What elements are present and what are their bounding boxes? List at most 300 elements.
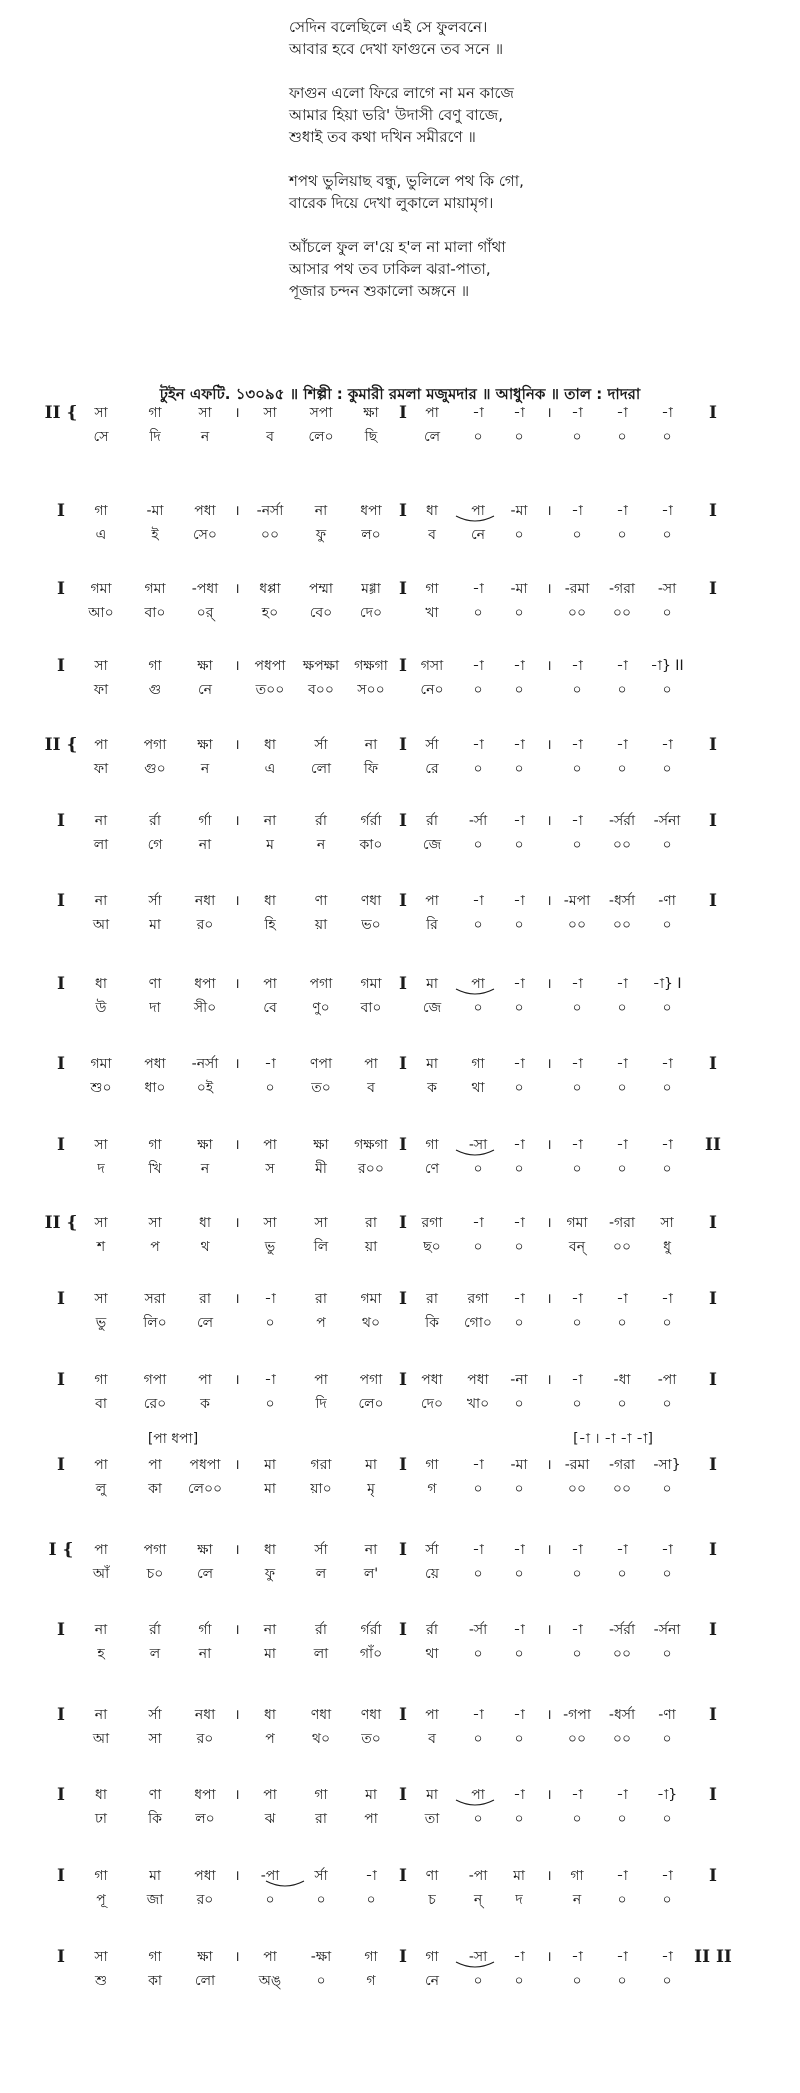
lyric-syllable: হ০ [261,605,279,621]
lyric-syllable: গে [147,837,163,853]
swara-note: গমা [360,1291,382,1307]
lyric-syllable-line [0,1236,800,1258]
lyric-syllable-line [0,524,800,546]
lyric-syllable: থ০ [311,1731,331,1747]
swara-note: গক্ষগা [354,658,388,674]
swara-note: ণা [314,893,328,909]
lyric-syllable: লে [196,1315,214,1331]
swara-note: -া [661,405,673,421]
measure-bar: I [399,1054,407,1074]
measure-bar: I [57,1947,65,1967]
lyric-syllable-line [0,1970,800,1992]
lyric-syllable: খি [148,1161,162,1177]
lyric-syllable: ০০ [260,527,280,543]
swara-note: মা [426,1787,438,1803]
swara-note: পা [471,503,485,519]
lyric-syllable: ০ [572,1161,582,1177]
lyric-syllable: ০ [617,527,627,543]
swara-note: -া [513,976,525,992]
swara-note: পা [471,1787,485,1803]
lyric-syllable-line [0,1643,800,1665]
swara-note: গা [570,1868,584,1884]
measure-bar: I [399,1866,407,1886]
beat-divider: । [546,658,552,674]
lyric-syllable: ০ [617,1161,627,1177]
swara-note: না [364,737,378,753]
swara-note: -র্সা [468,813,488,829]
lyric-syllable: ০ই [196,1080,214,1096]
lyric-syllable: নে০ [420,682,444,698]
lyric-syllable: হ [97,1646,105,1662]
lyric-syllable: রা [315,1811,327,1827]
swara-line [0,890,800,912]
swara-note: নধা [194,893,216,909]
lyric-syllable: চ [428,1892,436,1908]
swara-line [0,973,800,995]
swara-note: -ধা [613,1372,631,1388]
lyric-syllable: প [265,1731,275,1747]
swara-note: মা [426,1056,438,1072]
swara-note: -া} II [650,658,684,674]
lyric-syllable: ০ [514,605,524,621]
beat-divider: । [546,1868,552,1884]
swara-note: -া [571,503,583,519]
swara-note: গমা [144,581,166,597]
swara-note: -া [513,1137,525,1153]
swara-note: পা [425,405,439,421]
swara-note: ণা [425,1868,439,1884]
notation-row [0,734,800,782]
swara-line [0,1784,800,1806]
lyric-syllable: ০ [572,682,582,698]
lyric-line: শপথ ভুলিয়াছ বন্ধু, ভুলিলে পথ কি গো, [289,172,524,190]
swara-note: গমা [360,976,382,992]
lyric-syllable: ই [151,527,159,543]
lyric-syllable: লে [423,429,441,445]
lyric-syllable: পূ [96,1892,106,1908]
beat-divider: । [234,893,240,909]
swara-note: -মা [510,503,528,519]
beat-divider: । [234,1949,240,1965]
swara-note: -পা [260,1868,280,1884]
lyric-syllable: দি [315,1396,327,1412]
lyric-line: ফাগুন এলো ফিরে লাগে না মন কাজে [289,84,514,102]
lyric-syllable: ০ [572,1396,582,1412]
swara-note: সা [198,405,212,421]
measure-bar: II II [694,1947,732,1967]
measure-bar: I [399,579,407,599]
lyric-syllable: ০ [572,1566,582,1582]
swara-line [0,810,800,832]
lyric-syllable: ০ [662,1000,672,1016]
slur-mark [455,1960,495,1972]
swara-note: পধা [421,1372,443,1388]
swara-note: -া [616,658,628,674]
notation-row [0,973,800,1021]
lyric-syllable: ০ [514,1396,524,1412]
lyric-syllable: নে [424,1973,440,1989]
lyric-syllable-line [0,426,800,448]
swara-note: সা [94,405,108,421]
swara-note: -া [571,405,583,421]
notation-row [0,1946,800,1994]
swara-note: -া [661,1137,673,1153]
swara-line [0,500,800,522]
swara-note: নধা [194,1707,216,1723]
swara-note: -র্সর্রা [608,813,636,829]
swara-note: মা [149,1868,161,1884]
lyric-syllable: ০ [662,1973,672,1989]
notation-row [0,1134,800,1182]
swara-note: র্সা [148,893,162,909]
beat-divider: । [546,813,552,829]
lyric-syllable-line [0,758,800,780]
lyric-syllable: ০ [617,1080,627,1096]
lyric-syllable: ঝ [264,1811,276,1827]
swara-note: পম্মা [309,581,333,597]
lyric-syllable: ০ [662,682,672,698]
swara-note: -ধর্সা [608,1707,636,1723]
lyric-syllable: ০ [316,1892,326,1908]
swara-note: -সা [657,581,677,597]
measure-bar: I [57,811,65,831]
lyric-syllable: গ [427,1481,437,1497]
measure-bar: I [709,1540,717,1560]
swara-note: রা [365,1215,377,1231]
lyric-syllable: ব [266,429,274,445]
swara-note: ধপ্পা [259,581,281,597]
lyric-syllable: ০০ [567,917,587,933]
notation-row [0,655,800,703]
measure-bar: I [399,1785,407,1805]
lyric-syllable: ০ [265,1315,275,1331]
lyric-syllable: এ [264,761,276,777]
lyric-syllable: ০ [662,1892,672,1908]
lyric-syllable: ন্ [473,1892,483,1908]
swara-line [0,734,800,756]
notation-row [0,1053,800,1101]
measure-bar: I [57,656,65,676]
lyric-syllable: স০০ [357,682,385,698]
lyric-syllable: ন [200,429,210,445]
lyric-syllable: গু০ [144,761,166,777]
lyric-syllable: লা [93,837,109,853]
measure-bar: I [399,1370,407,1390]
lyric-syllable: ধা০ [144,1080,166,1096]
swara-note: র্গা [198,1622,212,1638]
lyric-syllable: ০ [265,1396,275,1412]
swara-note: -া} [656,1787,678,1803]
beat-divider: । [234,1372,240,1388]
lyric-syllable: ব [428,527,436,543]
measure-bar: I [57,579,65,599]
lyric-syllable: আ [92,917,110,933]
swara-note: -া [661,1949,673,1965]
swara-note: ক্ষা [197,658,213,674]
lyric-syllable: ০ [514,1080,524,1096]
lyric-syllable: ছ০ [423,1239,441,1255]
swara-note: না [364,1542,378,1558]
slur-mark [455,514,495,526]
measure-bar: I [399,735,407,755]
lyric-syllable: বা [95,1396,107,1412]
swara-note: -া [571,1542,583,1558]
lyric-syllable: য়া [314,917,328,933]
swara-note: -গরা [609,581,635,597]
swara-note: পা [425,1707,439,1723]
lyric-syllable: ক [427,1080,437,1096]
lyric-syllable: মা [264,1646,276,1662]
swara-note: মা [365,1457,377,1473]
lyric-syllable: না [198,1646,212,1662]
lyric-syllable: ০ [617,1892,627,1908]
swara-note: রা [315,1291,327,1307]
lyric-syllable: ০ [662,429,672,445]
swara-note: -া [571,1372,583,1388]
measure-bar: I [399,403,407,423]
beat-divider: । [546,1056,552,1072]
lyric-syllable: মী [315,1161,327,1177]
beat-divider: । [546,1542,552,1558]
swara-note: -া [513,1542,525,1558]
lyric-syllable: ০ [662,837,672,853]
swara-note: পধপা [254,658,286,674]
notation-row [0,1369,800,1417]
swara-line [0,1288,800,1310]
swara-note: সা [660,1215,674,1231]
lyric-syllable-line [0,1077,800,1099]
swara-note: পগা [143,737,167,753]
swara-note: -ণা [658,1707,676,1723]
lyric-syllable: ল [149,1646,161,1662]
lyric-syllable: লি০ [143,1315,167,1331]
swara-note: পা [94,737,108,753]
lyric-syllable: ০ [617,682,627,698]
swara-note: -া [661,1056,673,1072]
lyric-syllable: সী০ [193,1000,217,1016]
swara-note: -নর্সা [256,503,284,519]
lyric-syllable: ০ [473,682,483,698]
lyric-syllable: ০ [617,1973,627,1989]
lyric-syllable: ন [200,761,210,777]
swara-note: -র্সনা [653,813,681,829]
measure-bar: I [709,1289,717,1309]
lyric-syllable: গাঁ০ [359,1646,383,1662]
swara-note: -রমা [564,1457,590,1473]
beat-divider: । [234,1542,240,1558]
beat-divider: । [234,1056,240,1072]
measure-bar: I [399,1135,407,1155]
swara-note: মা [365,1787,377,1803]
lyric-syllable: সা [148,1731,162,1747]
swara-note: ক্ষা [197,1137,213,1153]
lyric-syllable: নে [197,682,213,698]
swara-note: ক্ষা [197,1542,213,1558]
lyric-syllable: প [150,1239,160,1255]
lyric-syllable-line [0,679,800,701]
lyric-syllable: ০ [473,1973,483,1989]
swara-note: পা [471,976,485,992]
swara-line [0,1865,800,1887]
lyric-syllable: আ [92,1731,110,1747]
measure-bar: I [709,1370,717,1390]
lyric-syllable: মৃ [367,1481,375,1497]
swara-note: গমা [90,1056,112,1072]
lyric-syllable: র০০ [358,1161,384,1177]
swara-note: -পধা [191,581,219,597]
swara-note: -া [571,658,583,674]
lyric-syllable: ০ [473,1000,483,1016]
swara-note: ধপা [360,503,382,519]
lyric-syllable: মা [264,1481,276,1497]
swara-note: র্সা [148,1707,162,1723]
beat-divider: । [546,737,552,753]
measure-bar: I [399,891,407,911]
swara-note: সা [94,1291,108,1307]
notation-row [0,1288,800,1336]
measure-bar: I [57,1135,65,1155]
lyric-syllable: ০ [662,917,672,933]
lyric-line: আসার পথ তব ঢাকিল ঝরা-পাতা, [289,260,491,278]
notation-row [0,1539,800,1587]
swara-note: পা [263,1787,277,1803]
beat-divider: । [546,1707,552,1723]
lyric-syllable: কা০ [359,837,383,853]
swara-note: না [94,1707,108,1723]
swara-note: -া [616,1137,628,1153]
lyric-syllable: ০ [473,1646,483,1662]
lyric-syllable: ০ [514,1239,524,1255]
swara-note: -া [616,1949,628,1965]
lyric-syllable: ০র্ [196,605,214,621]
lyric-syllable: ০ [617,1566,627,1582]
lyric-syllable: ০ [473,1566,483,1582]
lyric-syllable: বা০ [144,605,166,621]
swara-note: -সা} [653,1457,681,1473]
swara-note: পধা [144,1056,166,1072]
lyric-syllable: ০ [514,1646,524,1662]
swara-note: সা [263,1215,277,1231]
swara-note: সা [94,1949,108,1965]
beat-divider: । [234,1215,240,1231]
lyric-syllable: ঢা [95,1811,107,1827]
swara-note: -মা [510,581,528,597]
swara-note: -া [571,1056,583,1072]
lyric-syllable: ০ [265,1080,275,1096]
lyric-syllable-line [0,834,800,856]
lyric-syllable: ০ [514,1566,524,1582]
swara-note: র্সা [425,737,439,753]
lyric-syllable: রে [425,761,439,777]
swara-note: মা [426,976,438,992]
lyric-syllable: ০০ [612,1239,632,1255]
swara-note: র্রা [315,813,327,829]
swara-line [0,1454,800,1476]
beat-divider: । [234,1457,240,1473]
swara-note: -া [616,1868,628,1884]
swara-note: সা [148,1215,162,1231]
beat-divider: । [234,1291,240,1307]
swara-note: পা [94,1457,108,1473]
swara-note: -া [472,581,484,597]
slur-mark [455,1148,495,1160]
beat-divider: । [546,1291,552,1307]
lyric-syllable: ০ [572,761,582,777]
measure-bar: II { [44,1213,78,1233]
measure-bar: II { [44,403,78,423]
lyric-line: আঁচলে ফুল ল'য়ে হ'ল না মালা গাঁথা [289,238,506,256]
swara-note: -গরা [609,1457,635,1473]
lyric-syllable: থা [471,1080,485,1096]
lyric-syllable: দা [149,1000,161,1016]
swara-note: পধা [194,503,216,519]
lyric-syllable: ত০০ [255,682,285,698]
lyric-syllable: দি [149,429,161,445]
swara-note: -া [472,1457,484,1473]
measure-bar: I [709,1213,717,1233]
swara-note: গা [364,1949,378,1965]
lyric-syllable: ০ [572,1646,582,1662]
swara-note: গমা [90,581,112,597]
swara-note: -া [513,1291,525,1307]
lyric-syllable: জে [422,837,442,853]
lyric-syllable: গু [148,682,162,698]
lyric-syllable: ০ [662,1161,672,1177]
swara-note: -া [616,1787,628,1803]
lyric-syllable: ০ [473,1481,483,1497]
swara-note: র্রা [149,813,161,829]
swara-note: র্গর্রা [360,1622,382,1638]
swara-note: পগা [359,1372,383,1388]
swara-note: ধা [264,737,276,753]
beat-divider: । [546,1215,552,1231]
swara-note: -া [513,737,525,753]
swara-note: পধপা [189,1457,221,1473]
lyric-syllable: ০ [617,761,627,777]
lyric-syllable: কি [425,1315,439,1331]
swara-note: -া [472,737,484,753]
beat-divider: । [234,813,240,829]
beat-divider: । [234,581,240,597]
lyric-syllable: না [198,837,212,853]
swara-note: -া [616,976,628,992]
lyric-syllable: আঁ [92,1566,110,1582]
lyric-syllable: ০ [617,1811,627,1827]
swara-note: ধা [95,976,107,992]
lyric-syllable: লে০০ [187,1481,223,1497]
swara-note: ধা [264,893,276,909]
swara-note: ক্ষা [363,405,379,421]
swara-note: র্সা [314,737,328,753]
swara-note: -া [513,1056,525,1072]
measure-bar: I [57,1054,65,1074]
measure-bar: I [57,501,65,521]
lyric-syllable: ল০ [361,527,381,543]
swara-note: গা [425,1457,439,1473]
swara-note: মগ্গা [361,581,381,597]
slur-mark [455,987,495,999]
measure-bar: I [399,1289,407,1309]
swara-note: সা [94,658,108,674]
swara-note: ক্ষা [197,1949,213,1965]
lyric-syllable: দ [97,1161,105,1177]
lyric-syllable: ব [428,1731,436,1747]
swara-note: -নর্সা [191,1056,219,1072]
lyric-syllable: কি [148,1811,162,1827]
lyric-syllable: ০ [514,917,524,933]
notation-row [0,1212,800,1260]
swara-note: -া [472,1707,484,1723]
